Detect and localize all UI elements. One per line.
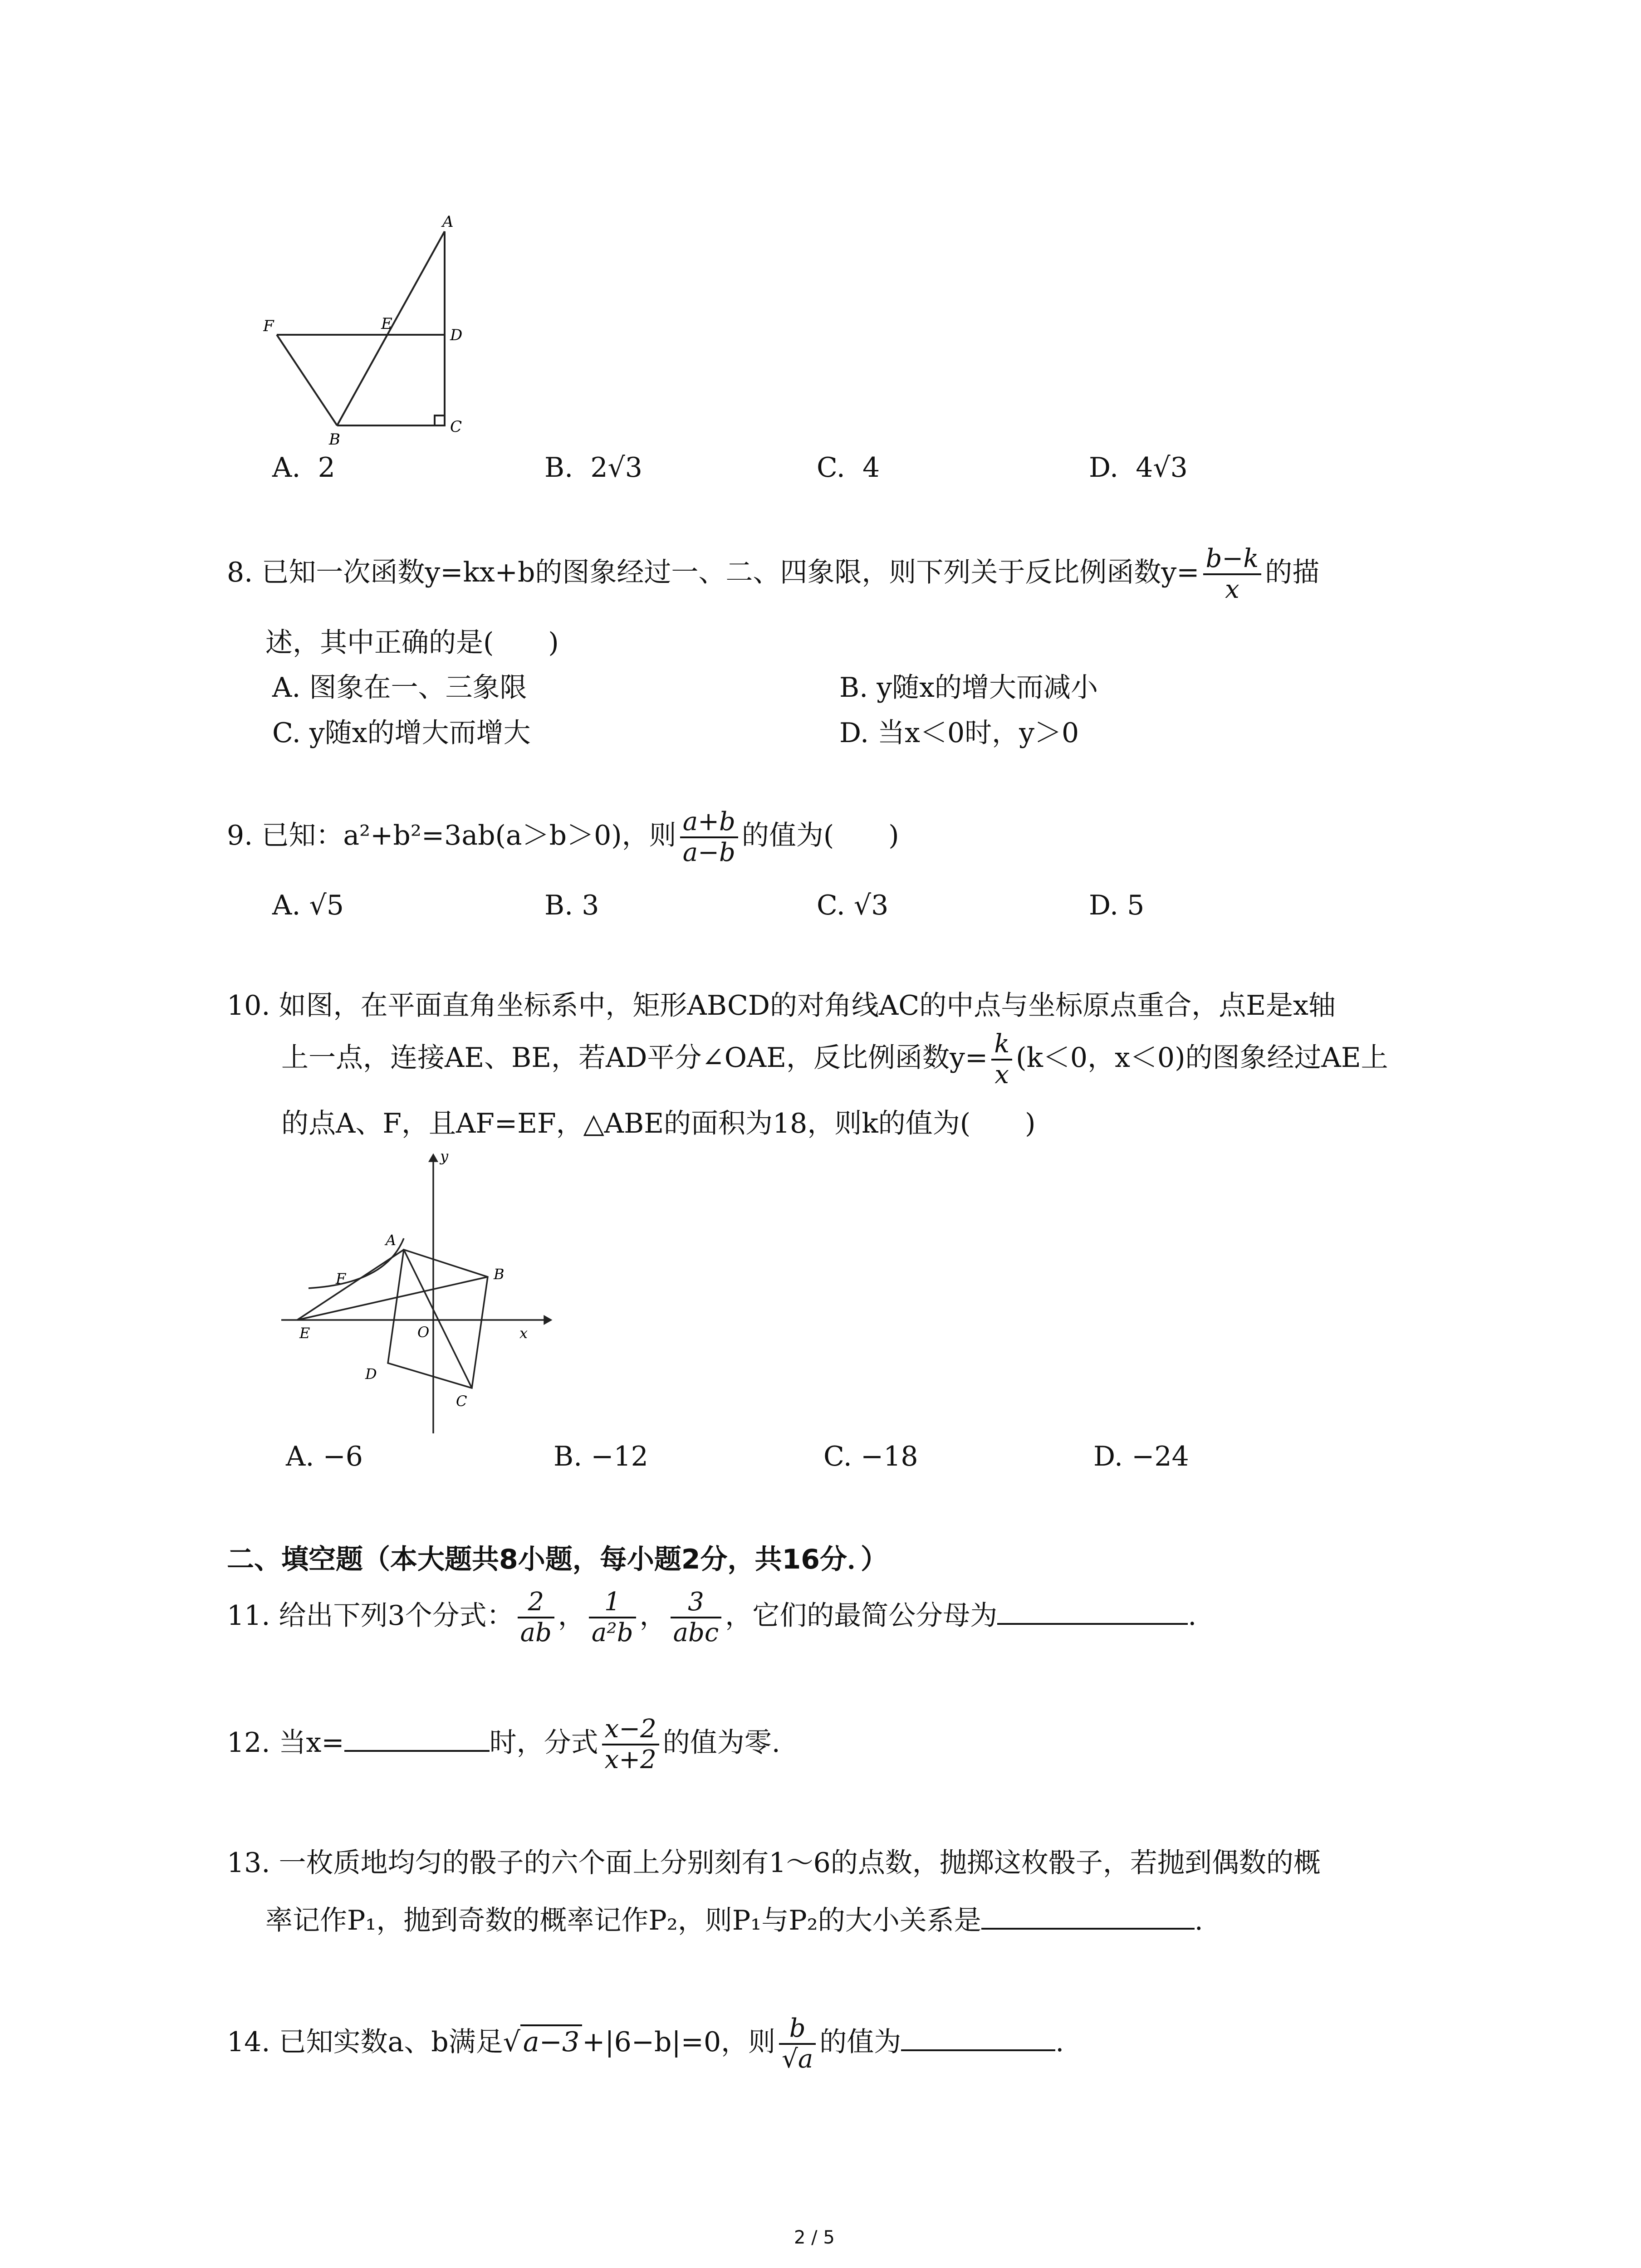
q9-option-a: A. √5: [272, 890, 344, 921]
q12-fraction: $\frac{x-2}{x+2}$: [602, 1715, 659, 1775]
q8-option-d: D. 当x＜0时，y＞0: [839, 717, 1079, 749]
q8-stem-line2: 述，其中正确的是( ): [265, 627, 559, 659]
q14-fraction: $\frac{b}{√a}$: [779, 2014, 816, 2074]
q9-option-d: D. 5: [1089, 890, 1145, 921]
fig7-label-e: E: [381, 315, 392, 333]
fig7-label-b: B: [329, 430, 340, 449]
q14-sqrt: √ a−3: [503, 2025, 582, 2059]
q12: 12. 当x= 时，分式 $\frac{x-2}{x+2}$ 的值为零.: [227, 1714, 780, 1775]
figure-q10: [272, 1148, 567, 1438]
q11-fraction-2: $\frac{1}{\text{a²b}}$: [589, 1588, 636, 1648]
q13-answer-blank[interactable]: [981, 1901, 1195, 1930]
fig7-label-c: C: [450, 418, 462, 436]
page-number: 2 / 5: [794, 2227, 835, 2248]
q7-option-b: B. 2√3: [544, 452, 642, 484]
q8-option-a: A. 图象在一、三象限: [272, 672, 527, 704]
figure-q7: [263, 213, 490, 449]
q10-fraction: $\frac{k}{x}$: [991, 1030, 1012, 1090]
fig10-label-b: B: [494, 1266, 505, 1283]
fig10-label-e: E: [299, 1325, 310, 1342]
fig10-label-x: x: [519, 1325, 528, 1342]
fig7-label-f: F: [263, 317, 274, 335]
fig10-label-d: D: [365, 1365, 377, 1383]
q10-option-a: A. −6: [286, 1441, 363, 1472]
q10-option-b: B. −12: [554, 1441, 648, 1472]
q9-option-c: C. √3: [817, 890, 889, 921]
q11-fraction-1: $\frac{2}{ab}$: [518, 1588, 554, 1648]
q14-answer-blank[interactable]: [901, 2022, 1055, 2051]
q10-option-c: C. −18: [823, 1441, 918, 1472]
q8-stem: 8. 已知一次函数y=kx+b的图象经过一、二、四象限，则下列关于反比例函数y= $\frac{b-k}{x}$ 的描: [227, 544, 1320, 605]
q7-option-c: C. 4: [817, 452, 880, 484]
q9-option-b: B. 3: [544, 890, 599, 921]
fig10-label-a: A: [386, 1232, 397, 1249]
q10-option-d: D. −24: [1093, 1441, 1189, 1472]
q7-option-d: D. 4√3: [1089, 452, 1188, 484]
q13-line1: 13. 一枚质地均匀的骰子的六个面上分别刻有1～6的点数，抛掷这枚骰子，若抛到偶数的概: [227, 1847, 1321, 1879]
q9-stem: 9. 已知：a²+b²=3ab(a＞b＞0)，则 $\frac{a+b}{a-b}$ 的值为( ): [227, 807, 899, 868]
q12-answer-blank[interactable]: [344, 1723, 490, 1752]
fig10-label-f: F: [336, 1270, 346, 1287]
fig7-label-d: D: [450, 326, 463, 344]
q8-option-c: C. y随x的增大而增大: [272, 717, 531, 749]
fig10-label-c: C: [456, 1393, 467, 1410]
q10-line2: 上一点，连接AE、BE，若AD平分∠OAE，反比例函数y= $\frac{k}{x}$ (k＜0，x＜0)的图象经过AE上: [281, 1029, 1388, 1090]
q9-fraction: $\frac{a+b}{a-b}$: [680, 807, 738, 868]
q13-line2: 率记作P₁，抛到奇数的概率记作P₂，则P₁与P₂的大小关系是 .: [265, 1901, 1203, 1938]
q11-fraction-3: $\frac{3}{\text{abc}}$: [671, 1588, 722, 1648]
q14: 14. 已知实数a、b满足√ a−3 +|6−b|=0，则 $\frac{b}{√a}$ 的值为 .: [227, 2014, 1064, 2074]
q10-line1: 10. 如图，在平面直角坐标系中，矩形ABCD的对角线AC的中点与坐标原点重合，点E是x轴: [227, 990, 1336, 1022]
q10-line3: 的点A、F，且AF=EF，△ABE的面积为18，则k的值为( ): [281, 1108, 1036, 1139]
fig10-label-y: y: [440, 1148, 449, 1165]
section-2-title: 二、填空题（本大题共8小题，每小题2分，共16分．）: [227, 1544, 888, 1575]
fig10-label-o: O: [417, 1324, 430, 1341]
q11: 11. 给出下列3个分式： $\frac{2}{ab}$ ， $\frac{1}{\text{a²b}}$ ， $\frac{3}{\text{abc}}$ ，它们的最简公分母为 .: [227, 1587, 1197, 1648]
q11-answer-blank[interactable]: [997, 1596, 1188, 1625]
fig7-label-a: A: [442, 213, 454, 231]
q8-fraction: $\frac{b-k}{x}$: [1203, 544, 1262, 605]
q7-option-a: A. 2: [272, 452, 335, 484]
q8-option-b: B. y随x的增大而减小: [839, 672, 1098, 704]
